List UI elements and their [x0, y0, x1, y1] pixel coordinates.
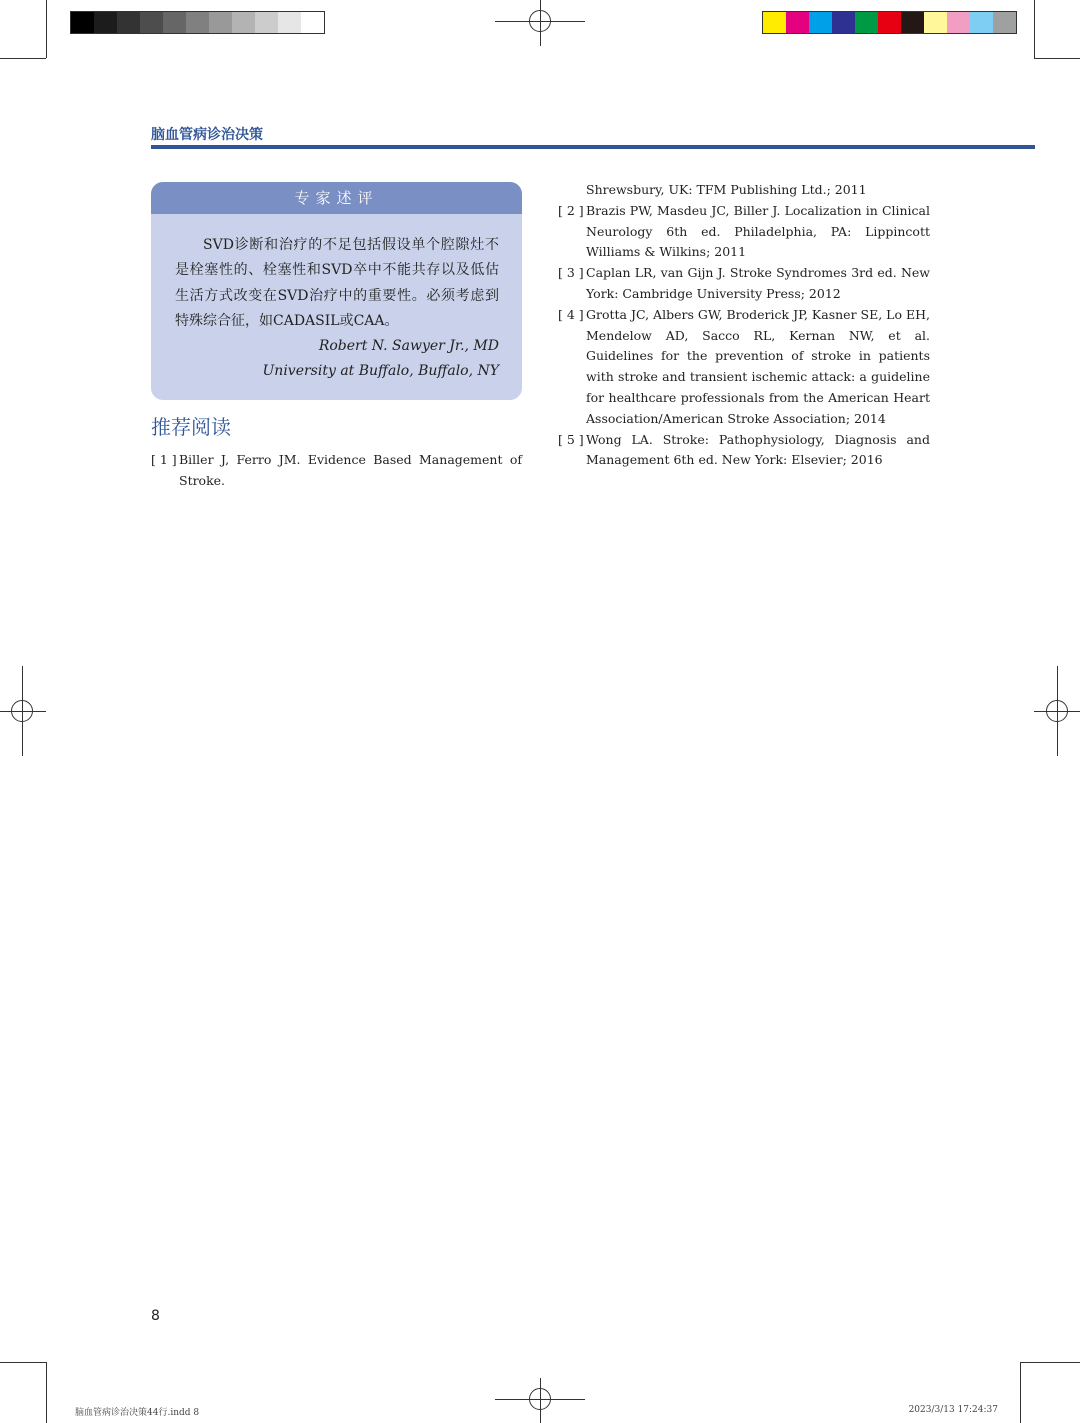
crop-mark	[0, 58, 46, 59]
reference-number: [ 5 ]	[558, 431, 584, 447]
header-rule	[151, 145, 1035, 149]
reference-item	[151, 450, 522, 492]
print-slug-timestamp: 2023/3/13 17:24:37	[908, 1405, 998, 1415]
calibration-swatch	[809, 12, 832, 33]
calibration-swatch	[117, 12, 140, 33]
calibration-swatch	[763, 12, 786, 33]
reference-item	[558, 430, 930, 472]
page-number: 8	[151, 1308, 160, 1324]
reference-text: Grotta JC, Albers GW, Broderick JP, Kasner SE, Lo EH, Mendelow AD, Sacco RL, Kernan NW, et al. Guidelines for the prevention of stroke in patients with stroke and transient ischemic attack: a guideline for healthcare professionals from the American Heart Association/American Stroke Association; 2014	[586, 306, 930, 426]
calibration-swatch	[924, 12, 947, 33]
grayscale-calibration-bar	[70, 11, 325, 34]
registration-mark	[1046, 700, 1068, 722]
crop-mark	[1020, 1362, 1021, 1423]
registration-mark	[11, 700, 33, 722]
reference-continuation: Shrewsbury, UK: TFM Publishing Ltd.; 2011	[586, 182, 867, 197]
calibration-swatch	[140, 12, 163, 33]
reference-number: [ 4 ]	[558, 306, 584, 322]
calibration-swatch	[901, 12, 924, 33]
reference-text: Biller J, Ferro JM. Evidence Based Management of Stroke.	[179, 452, 522, 488]
crop-mark	[46, 0, 47, 58]
running-head: 脑血管病诊治决策	[151, 127, 263, 143]
calibration-swatch	[301, 12, 324, 33]
reference-number: [ 3 ]	[558, 265, 584, 281]
crop-mark	[46, 1362, 47, 1423]
print-slug-file: 脑血管病诊治决策44行.indd 8	[75, 1408, 200, 1418]
crop-mark	[1034, 0, 1035, 58]
crop-mark	[1034, 58, 1080, 59]
color-calibration-bar	[762, 11, 1017, 34]
calibration-swatch	[255, 12, 278, 33]
calibration-swatch	[786, 12, 809, 33]
calibration-swatch	[970, 12, 993, 33]
recommended-reading-title: 推荐阅读	[151, 415, 231, 439]
calibration-swatch	[878, 12, 901, 33]
expert-comment-body: SVD诊断和治疗的不足包括假设单个腔隙灶不是栓塞性的、栓塞性和SVD卒中不能共存以及低估生活方式改变在SVD治疗中的重要性。必须考虑到特殊综合征，如CADASIL或CAA。	[175, 237, 499, 329]
expert-comment-author: Robert N. Sawyer Jr., MD	[318, 338, 499, 355]
crop-mark	[1020, 1362, 1080, 1363]
reference-item	[558, 305, 930, 430]
crop-mark	[0, 1362, 46, 1363]
reference-text: Wong LA. Stroke: Pathophysiology, Diagnosis and Management 6th ed. New York: Elsevier; 2016	[586, 431, 930, 468]
reference-number: [ 2 ]	[558, 202, 584, 218]
reference-list-left	[151, 450, 522, 492]
reference-item	[558, 263, 930, 305]
registration-mark	[529, 1388, 551, 1410]
calibration-swatch	[832, 12, 855, 33]
calibration-swatch	[278, 12, 301, 33]
calibration-swatch	[232, 12, 255, 33]
calibration-swatch	[163, 12, 186, 33]
calibration-swatch	[947, 12, 970, 33]
expert-comment-affiliation: University at Buffalo, Buffalo, NY	[262, 363, 499, 380]
calibration-swatch	[209, 12, 232, 33]
registration-mark	[529, 10, 551, 32]
calibration-swatch	[71, 12, 94, 33]
expert-comment-box	[151, 182, 522, 400]
calibration-swatch	[94, 12, 117, 33]
reference-item	[558, 201, 930, 263]
reference-text: Caplan LR, van Gijn J. Stroke Syndromes 3rd ed. New York: Cambridge University Press; 2012	[586, 265, 930, 301]
calibration-swatch	[855, 12, 878, 33]
reference-list-right	[558, 180, 930, 471]
reference-number: [ 1 ]	[151, 452, 177, 467]
reference-text: Brazis PW, Masdeu JC, Biller J. Localization in Clinical Neurology 6th ed. Philadelphia, PA: Lippincott Williams & Wilkins; 2011	[586, 202, 930, 260]
calibration-swatch	[993, 12, 1016, 33]
expert-comment-title: 专家述评	[151, 182, 522, 214]
calibration-swatch	[186, 12, 209, 33]
